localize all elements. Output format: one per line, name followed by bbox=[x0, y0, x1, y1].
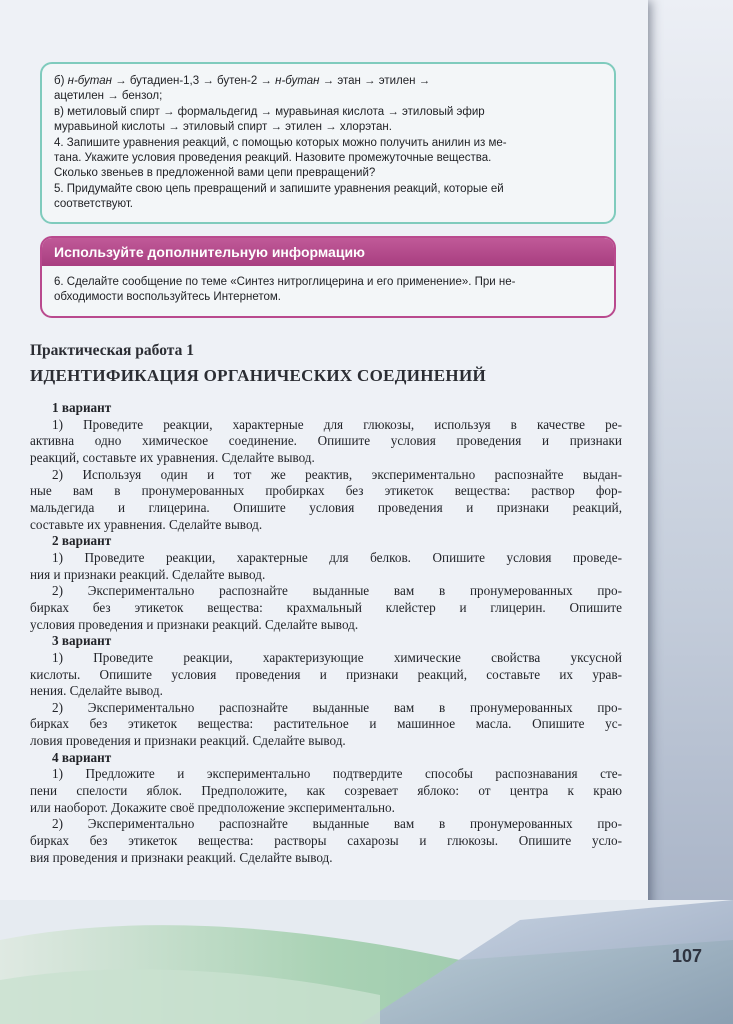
adjacent-page-edge bbox=[648, 0, 733, 1024]
variant-text-line: 2) Экспериментально распознайте выданные вам в пронумерованных про- bbox=[52, 699, 622, 715]
practical-work-label: Практическая работа 1 bbox=[30, 342, 194, 359]
exercise-text: → этан → этилен → bbox=[319, 75, 431, 87]
exercise-text: → бутадиен-1,3 → бутен-2 → bbox=[111, 75, 276, 87]
variant-text-line: активна одно химическое соединение. Опишите условия проведения и признаки bbox=[30, 433, 622, 449]
exercise-text: 4. Запишите уравнения реакций, с помощью которых можно получить анилин из ме- bbox=[54, 136, 507, 149]
variant-text-line: бирках без этикеток вещества: растворы сахарозы и глюкозы. Опишите усло- bbox=[30, 833, 622, 849]
variant-text-line: 1) Проведите реакции, характерные для белков. Опишите условия проведе- bbox=[52, 549, 622, 565]
variant-text-line: 1) Проведите реакции, характеризующие химические свойства уксусной bbox=[52, 649, 622, 665]
exercise-text: ацетилен → бензол; bbox=[54, 90, 163, 103]
exercise-line bbox=[54, 197, 602, 212]
variant-text-line: пени спелости яблок. Предположите, как созревает яблоко: от центра к краю bbox=[30, 783, 622, 799]
exercise-text: муравьиной кислоты → этиловый спирт → этилен → хлорэтан. bbox=[54, 121, 392, 134]
variant-heading: 2 вариант bbox=[52, 533, 112, 549]
variant-heading: 4 вариант bbox=[52, 749, 112, 765]
info-line: 6. Сделайте сообщение по теме «Синтез нитроглицерина и его применение». При не- bbox=[54, 276, 516, 288]
exercise-line bbox=[54, 120, 602, 135]
exercise-line bbox=[54, 105, 602, 120]
exercise-box bbox=[40, 62, 616, 224]
variant-text-line: ловия проведения и признаки реакций. Сделайте вывод. bbox=[30, 733, 346, 749]
variant-text-line: 1) Предложите и экспериментально подтвердите способы распознавания сте- bbox=[52, 766, 622, 782]
variants-text bbox=[30, 400, 622, 866]
variant-heading: 1 вариант bbox=[52, 400, 112, 415]
variant-text-line: нения. Сделайте вывод. bbox=[30, 683, 163, 699]
exercise-text: тана. Укажите условия проведения реакций. Назовите промежуточные вещества. bbox=[54, 152, 492, 165]
info-box-header: Используйте дополнительную информацию bbox=[42, 238, 614, 266]
variant-text-line: 2) Экспериментально распознайте выданные вам в пронумерованных про- bbox=[52, 816, 622, 832]
info-line: обходимости воспользуйтесь Интернетом. bbox=[54, 291, 281, 304]
exercise-text: в) метиловый спирт → формальдегид → муравьиная кислота → этиловый эфир bbox=[54, 105, 485, 118]
variant-text-line: ные вам в пронумерованных пробирках без этикеток вещества: раствор фор- bbox=[30, 483, 622, 499]
practical-work-title: ИДЕНТИФИКАЦИЯ ОРГАНИЧЕСКИХ СОЕДИНЕНИЙ bbox=[30, 366, 486, 385]
variant-heading: 3 вариант bbox=[52, 633, 112, 649]
page-number: 107 bbox=[672, 946, 703, 966]
variant-text-line: условия проведения и признаки реакций. Сделайте вывод. bbox=[30, 616, 359, 632]
variant-text-line: 2) Используя один и тот же реактив, экспериментально распознайте выдан- bbox=[52, 466, 622, 482]
exercise-line bbox=[54, 182, 602, 197]
exercise-text: 5. Придумайте свою цепь превращений и запишите уравнения реакций, которые ей bbox=[54, 182, 504, 195]
additional-info-box bbox=[40, 236, 616, 318]
variant-text-line: 1) Проведите реакции, характерные для глюкозы, используя в качестве ре- bbox=[52, 416, 622, 432]
exercise-line bbox=[54, 151, 602, 166]
variant-text-line: бирках без этикеток вещества: крахмальный клейстер и глицерин. Опишите bbox=[30, 599, 622, 615]
exercise-line bbox=[54, 74, 602, 89]
exercise-text: н-бутан bbox=[275, 75, 320, 87]
variant-text-line: бирках без этикеток вещества: растительное и машинное масла. Опишите ус- bbox=[30, 716, 622, 732]
exercise-text: б) bbox=[54, 75, 68, 87]
variant-text-line: реакций, составьте их уравнения. Сделайте вывод. bbox=[30, 449, 315, 465]
decorative-footer-band bbox=[0, 900, 733, 1024]
variant-text-line: мальдегида и глицерина. Опишите условия проведения и признаки реакций, bbox=[30, 499, 622, 515]
variant-text-line: ния и признаки реакций. Сделайте вывод. bbox=[30, 566, 266, 582]
variant-text-line: вия проведения и признаки реакций. Сделайте вывод. bbox=[30, 849, 333, 865]
exercise-line bbox=[54, 136, 602, 151]
exercise-line bbox=[54, 89, 602, 104]
exercise-text: н-бутан bbox=[67, 75, 112, 87]
footer-wave-graphic bbox=[0, 900, 733, 1024]
info-box-body bbox=[42, 266, 614, 306]
variant-text-line: составьте их уравнения. Сделайте вывод. bbox=[30, 516, 263, 532]
exercise-text: Сколько звеньев в предложенной вами цепи превращений? bbox=[54, 167, 376, 180]
variant-text-line: кислоты. Опишите условия проведения и признаки реакций, составьте их урав- bbox=[30, 666, 622, 682]
variant-text-line: 2) Экспериментально распознайте выданные вам в пронумерованных про- bbox=[52, 583, 622, 599]
exercise-text: соответствуют. bbox=[54, 198, 134, 211]
variant-text-line: или наоборот. Докажите своё предположение экспериментально. bbox=[30, 799, 395, 815]
exercise-line bbox=[54, 166, 602, 181]
